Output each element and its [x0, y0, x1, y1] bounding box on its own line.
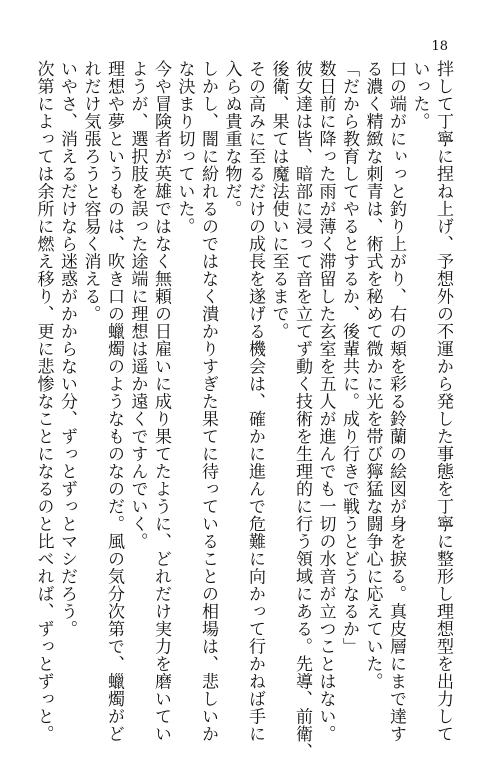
text-column: 後衛、果ては魔法使いに至るまで。: [268, 60, 289, 340]
text-column: その高みに至るだけの成長を遂げる機会は、確かに進んで危難に向かって行かねば手に: [245, 60, 265, 743]
text-column: る濃く精緻な刺青は、術式を秘めて微かに光を帯び獰猛な闘争心に応えていた。: [362, 60, 383, 690]
text-column: 拌して丁寧に捏ね上げ、予想外の不運から発した事態を丁寧に整形し理想型を出力して: [433, 60, 453, 743]
text-column: 理想や夢というものは、吹き口の蠟燭のようなものなのだ。風の気分次第で、蠟燭がど: [104, 60, 124, 743]
text-column: 彼女達は皆、暗部に浸って音を立てず動く技術を生理的に行う領域にある。先導、前衛、: [292, 60, 312, 760]
text-column: 今や冒険者が英雄ではなく無頼の日雇いに成り果てたように、どれだけ実力を磨いてい: [151, 60, 171, 743]
page-number: 18: [431, 39, 448, 54]
text-column: ようが、選択肢を誤った途端に理想は遥か遠くですんでいく。: [127, 60, 148, 550]
text-column: な決まり切っていた。: [174, 60, 195, 235]
vertical-text-body: [33, 60, 454, 760]
text-column: れだけ気張ろうと容易く消える。: [80, 60, 101, 323]
text-column: 次第によっては余所に燃え移り、更に悲惨なことになるのと比べれば、ずっとずっと。: [33, 60, 54, 743]
text-column: しかし、闇に紛れるのではなく潰かりすぎた果てに待っていることの相場は、悲しいか: [198, 60, 218, 743]
text-column: 口の端がにぃっと釣り上がり、右の頬を彩る鈴蘭の絵図が身を捩る。真皮層にまで達す: [386, 60, 406, 743]
text-column: 数日前に降った雨が薄く滞留した玄室を五人が進んでも一切の水音が立つことはない。: [315, 60, 336, 743]
text-column: 「だから教育してやるとするか、後輩共に。成り行きで戦うとどうなるか」: [339, 60, 359, 655]
text-column: いった。: [409, 60, 430, 130]
text-column: いやさ、消えるだけなら迷惑がかからない分、ずっとずっとマシだろう。: [57, 60, 77, 638]
text-column: 入らぬ貴重な物だ。: [221, 60, 242, 218]
